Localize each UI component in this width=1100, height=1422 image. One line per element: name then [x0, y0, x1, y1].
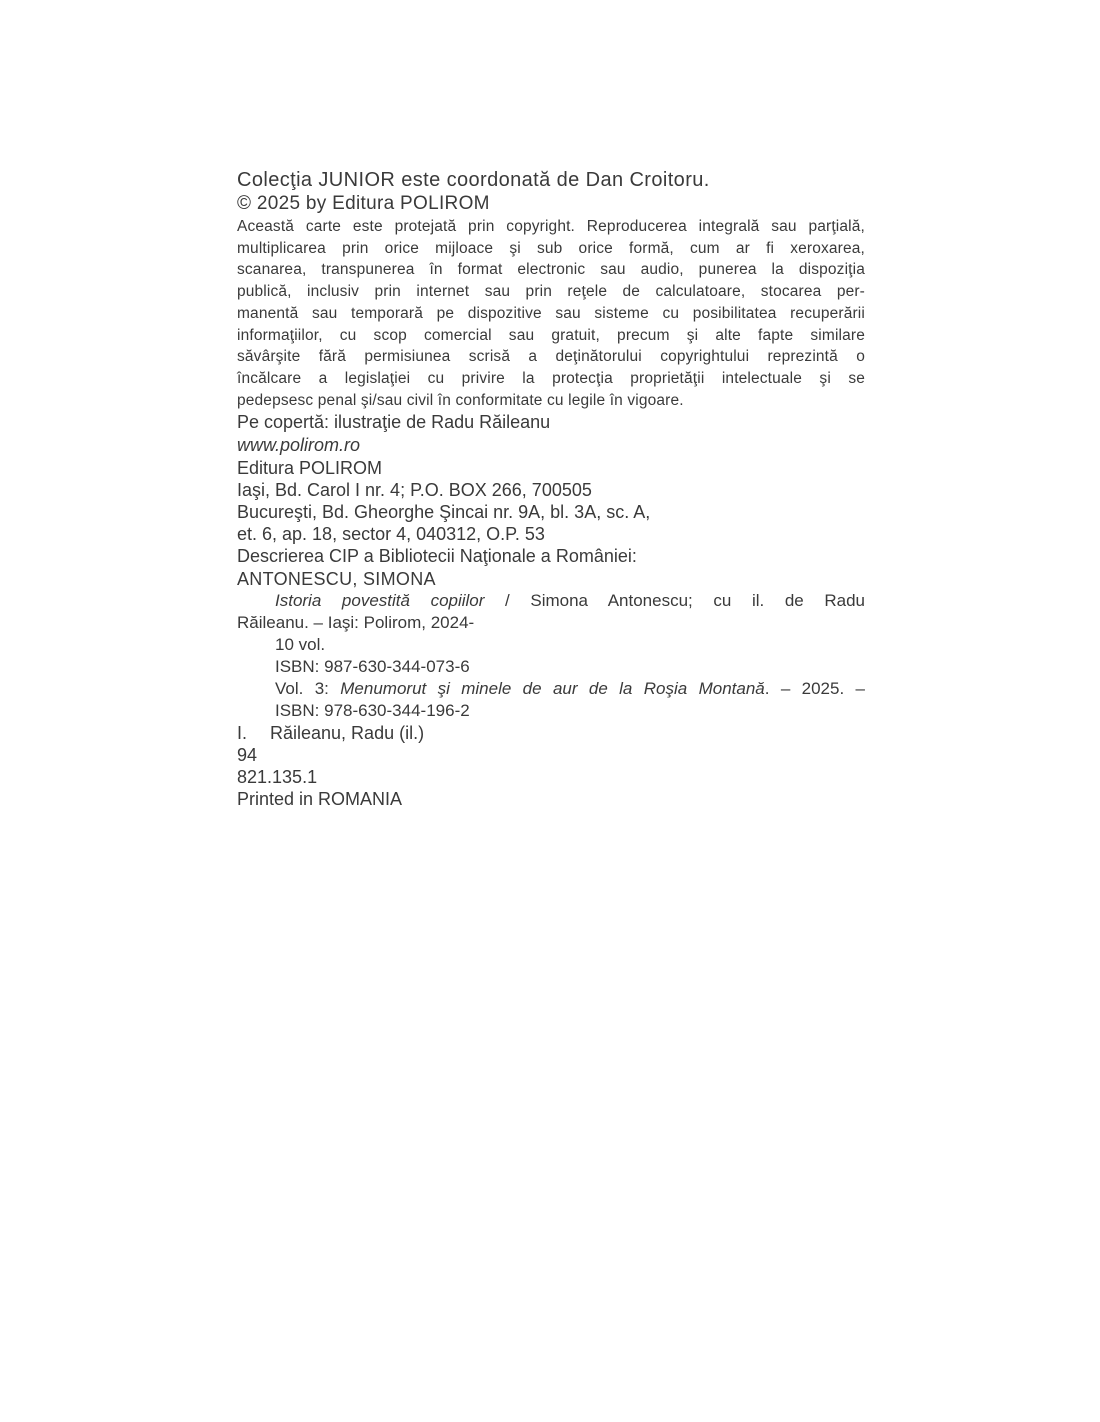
legal-line: săvârşite fără permisiunea scrisă a deţinătorului copyrightului reprezintă o — [237, 348, 865, 366]
udc-code-history: 94 — [237, 745, 258, 766]
cover-illustration-credit: Pe copertă: ilustraţie de Radu Răileanu — [237, 412, 551, 433]
copyright-legal-paragraph — [237, 216, 865, 411]
cip-index-numeral: I. — [237, 723, 248, 744]
publisher-address-bucuresti-2: et. 6, ap. 18, sector 4, 040312, O.P. 53 — [237, 524, 545, 545]
cip-index-name: Răileanu, Radu (il.) — [270, 723, 425, 744]
publisher-address-iasi: Iaşi, Bd. Carol I nr. 4; P.O. BOX 266, 700505 — [237, 480, 592, 501]
cip-record — [237, 568, 865, 788]
cip-heading: Descrierea CIP a Bibliotecii Naţionale a României: — [237, 546, 637, 567]
legal-line: manentă sau temporară pe dispozitive sau sisteme cu posibilitatea recuperării — [237, 304, 865, 322]
udc-code-literature: 821.135.1 — [237, 767, 318, 788]
cip-author: ANTONESCU, SIMONA — [237, 569, 436, 590]
publisher-address-bucuresti: Bucureşti, Bd. Gheorghe Şincai nr. 9A, bl. 3A, sc. A, — [237, 502, 651, 523]
printed-in-note: Printed in ROMANIA — [237, 789, 403, 810]
copyright-statement: © 2025 by Editura POLIROM — [237, 193, 490, 214]
legal-line: Această carte este protejată prin copyright. Reproducerea integrală sau parţială, — [237, 218, 865, 235]
collection-note: Colecţia JUNIOR este coordonată de Dan Croitoru. — [237, 169, 710, 191]
cip-book-title: Istoria povestită copiilor — [275, 591, 485, 611]
legal-line: multiplicarea prin orice mijloace şi sub orice formă, cum ar fi xeroxarea, — [237, 239, 865, 257]
publisher-address-block — [237, 457, 865, 545]
cip-isbn-volume-3: ISBN: 978-630-344-196-2 — [275, 701, 470, 721]
legal-line: scanarea, transpunerea în format electronic sau audio, punerea la dispoziţia — [237, 261, 865, 279]
legal-line: încălcare a legislaţiei cu privire la protecţia proprietăţii intelectuale şi se — [237, 369, 865, 387]
cip-title-line-2: Răileanu. – Iaşi: Polirom, 2024- — [237, 613, 475, 633]
cip-illustrator-index — [237, 722, 865, 744]
cip-volume-3-entry — [237, 678, 865, 700]
publisher-website-url: www.polirom.ro — [237, 435, 361, 456]
legal-line: publică, inclusiv prin internet sau prin reţele de calculatoare, stocarea per- — [237, 283, 865, 301]
cip-volume-count: 10 vol. — [275, 635, 326, 655]
udc-codes — [237, 744, 865, 788]
cip-title-line-1 — [237, 590, 865, 612]
publisher-name: Editura POLIROM — [237, 458, 383, 479]
cip-title-responsibility: / Simona Antonescu; cu il. de Radu — [484, 591, 865, 611]
cip-vol3-label: Vol. 3: — [275, 679, 341, 699]
cip-isbn-set: ISBN: 987-630-344-073-6 — [275, 657, 470, 677]
legal-line: pedepsesc penal şi/sau civil în conformitate cu legile în vigoare. — [237, 391, 684, 409]
cip-vol3-year: . – 2025. – — [764, 679, 865, 699]
legal-line: informaţiilor, cu scop comercial sau gratuit, precum şi alte fapte similare — [237, 326, 865, 344]
cip-vol3-title: Menumorut şi minele de aur de la Roşia Montană — [340, 679, 765, 699]
